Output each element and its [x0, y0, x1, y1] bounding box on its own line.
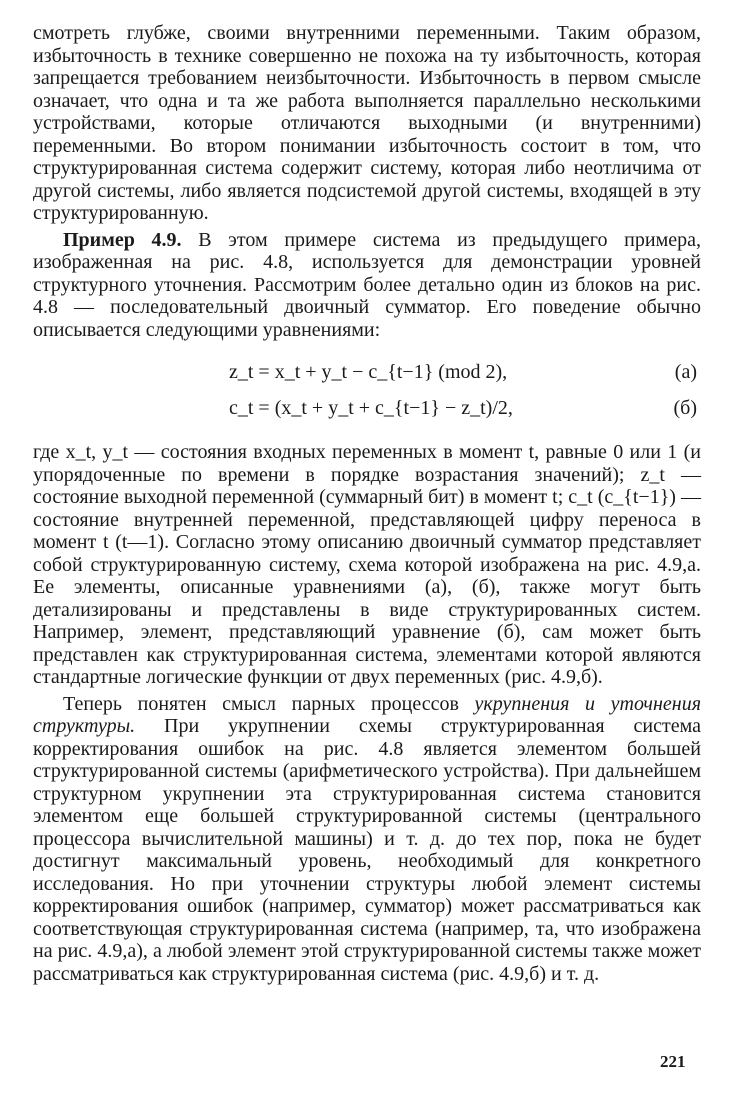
aggregation-term: укрупнения и уточнения структуры. — [33, 692, 701, 737]
example-text: В этом примере система из предыдущего примера, изображенная на рис. 4.8, используется для демонстрации уровней структурного уточнения. Рассмотрим более детально один из блоков на рис. 4.8 — последовательный двоичный сумматор. Его поведение обычно описывается следующими уравнениями: — [33, 228, 701, 341]
equation-b — [33, 393, 701, 429]
equation-block — [33, 357, 701, 429]
equation-a-tag: (а) — [674, 361, 697, 383]
aggregation-intro: Теперь понятен смысл парных процессов — [63, 692, 475, 715]
example-label: Пример 4.9. — [63, 228, 182, 251]
paragraph-example-4-9 — [33, 229, 701, 342]
equation-a — [33, 357, 701, 393]
paragraph-redundancy: смотреть глубже, своими внутренними переменными. Таким образом, избыточность в технике совершенно не похожа на ту избыточность, которая запрещается требованием неизбыточности. Избыточность в первом смысле означает, что одна и та же работа выполняется параллельно несколькими устройствами, которые отличаются выходными (и внутренними) переменными. Во втором понимании избыточность состоит в том, что структурированная система содержит систему, которая либо неотличима от другой системы, либо является подсистемой другой системы, входящей в эту структурированную. — [33, 22, 701, 224]
book-page — [33, 22, 701, 985]
equation-a-text: z_t = x_t + y_t − c_{t−1} (mod 2), — [229, 361, 508, 383]
page-number: 221 — [660, 1052, 686, 1071]
aggregation-body: При укрупнении схемы структурированная система корректирования ошибок на рис. 4.8 является элементом большей структурированной системы (арифметического устройства). При дальнейшем структурном укрупнении эта структурированная система становится элементом еще большей структурированной системы (центрального процессора вычислительной машины) и т. д. до тех пор, пока не будет достигнут максимальный уровень, необходимый для конкретного исследования. Но при уточнении структуры любой элемент системы корректирования ошибок (например, сумматор) может рассматриваться как соответствующая структурированная система (например, та, что изображена на рис. 4.9,а), а любой элемент этой структурированной системы также может рассматриваться как структурированная система (рис. 4.9,б) и т. д. — [33, 715, 701, 985]
equation-b-text: c_t = (x_t + y_t + c_{t−1} − z_t)/2, — [229, 397, 513, 419]
paragraph-where-variables: где x_t, y_t — состояния входных переменных в момент t, равные 0 или 1 (и упорядоченные по времени в порядке возрастания значений); z_t — состояние выходной переменной (суммарный бит) в момент t; c_t (c_{t−1}) — состояние внутренней переменной, представляющей цифру переноса в момент t (t—1). Согласно этому описанию двоичный сумматор представляет собой структурированную систему, схема которой изображена на рис. 4.9,а. Ее элементы, описанные уравнениями (а), (б), также могут быть детализированы и представлены в виде структурированных систем. Например, элемент, представляющий уравнение (б), сам может быть представлен как структурированная система, элементами которой являются стандартные логические функции от двух переменных (рис. 4.9,б). — [33, 441, 701, 688]
paragraph-aggregation-refinement — [33, 693, 701, 986]
equation-b-tag: (б) — [673, 397, 697, 419]
